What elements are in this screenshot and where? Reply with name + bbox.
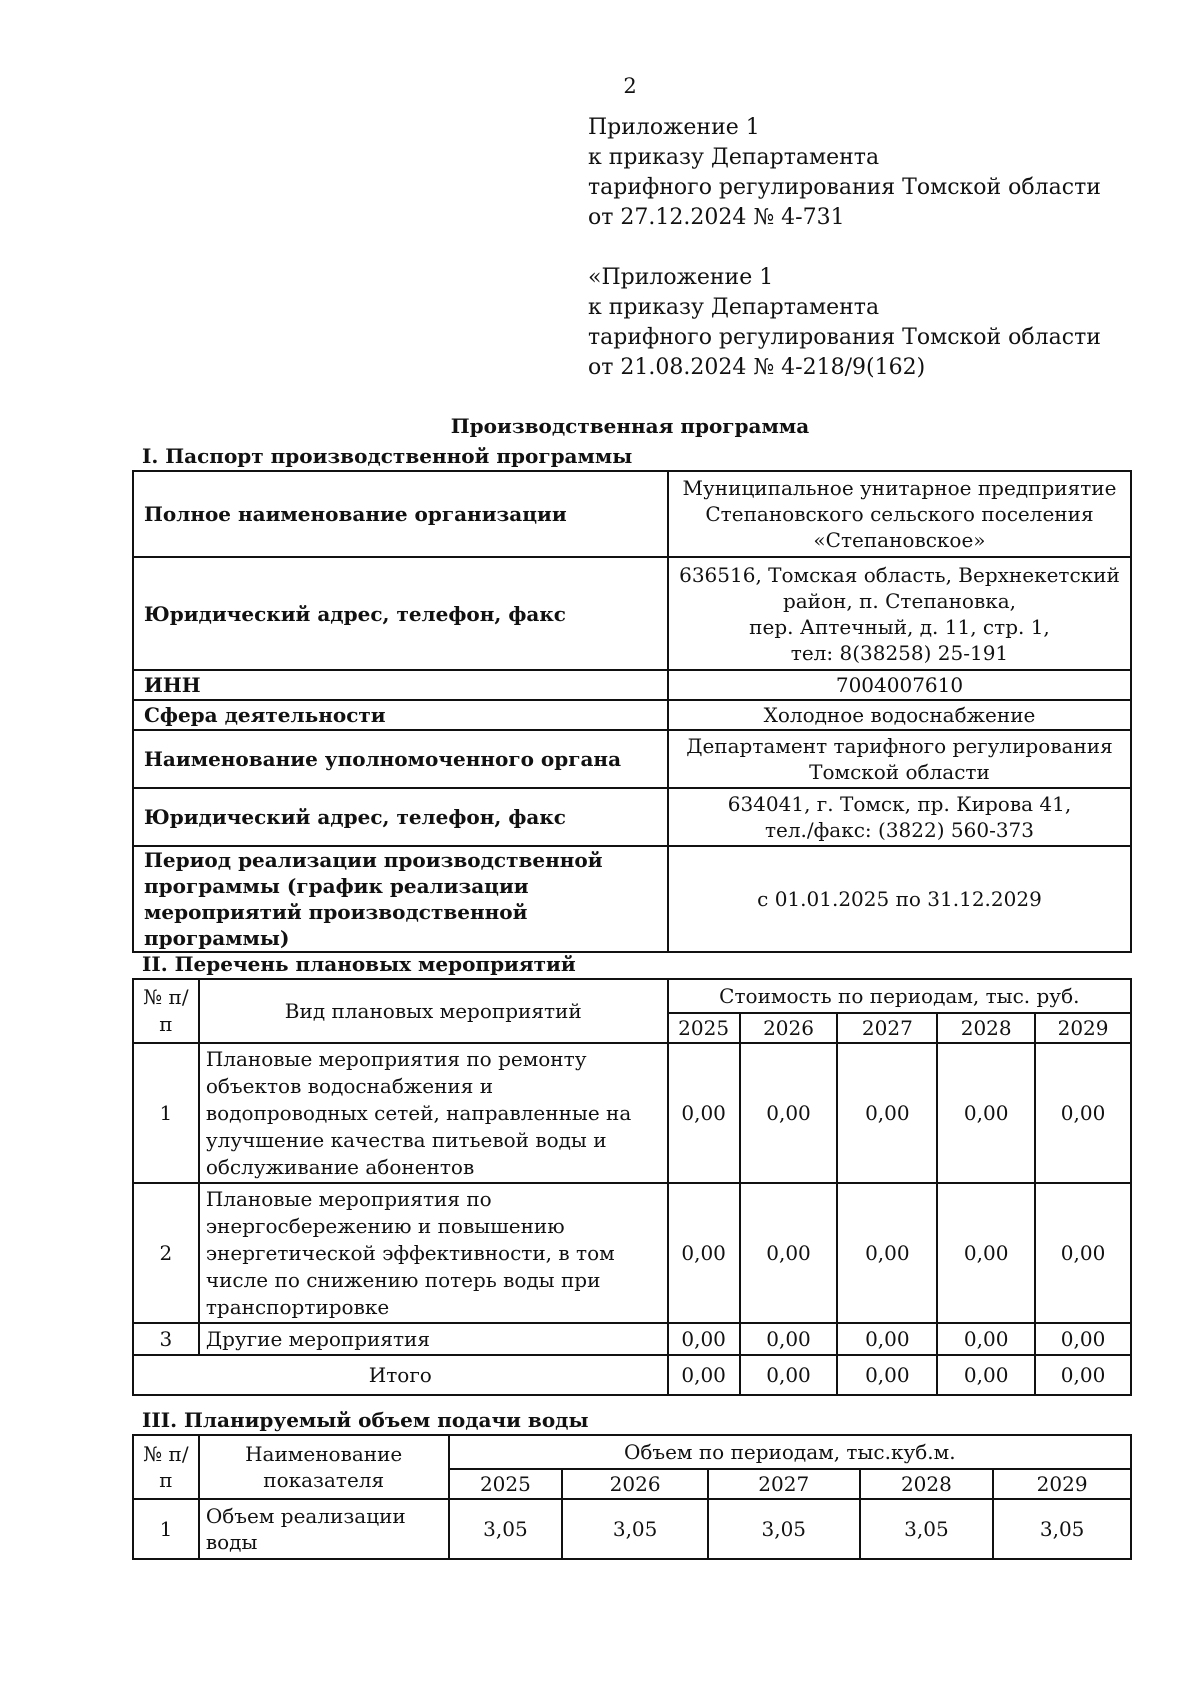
total-label: Итого (133, 1355, 668, 1395)
row-name: Плановые мероприятия по энергосбережению и повышению энергетической эффективности, в том числе по снижению потерь воды при транспортировке (199, 1183, 668, 1323)
table-row (133, 471, 1131, 557)
passport-value: Холодное водоснабжение (668, 700, 1131, 730)
volume-cell: 3,05 (708, 1499, 860, 1559)
row-no: 1 (133, 1499, 199, 1559)
col-header-name: Вид плановых мероприятий (199, 979, 668, 1043)
year-header: 2029 (1035, 1013, 1131, 1043)
cost-cell: 0,00 (937, 1323, 1035, 1355)
passport-table (132, 470, 1132, 953)
year-header: 2028 (937, 1013, 1035, 1043)
table-row (133, 1499, 1131, 1559)
cost-cell: 0,00 (1035, 1183, 1131, 1323)
document-title: Производственная программа (450, 414, 810, 438)
section-1-heading: I. Паспорт производственной программы (142, 444, 633, 468)
table-row (133, 700, 1131, 730)
events-table (132, 978, 1132, 1396)
table-header-row (133, 1435, 1131, 1469)
total-cell: 0,00 (1035, 1355, 1131, 1395)
passport-value (668, 788, 1131, 846)
annex-line: к приказу Департамента (588, 145, 880, 170)
annex-previous (588, 263, 1148, 383)
passport-label: Период реализации производственной программы (график реализации мероприятий производственной программы) (133, 846, 668, 952)
table-row (133, 557, 1131, 670)
table-total-row (133, 1355, 1131, 1395)
passport-label: Сфера деятельности (133, 700, 668, 730)
row-no: 1 (133, 1043, 199, 1183)
value-line: район, п. Степановка, (782, 588, 1016, 613)
cost-cell: 0,00 (740, 1183, 838, 1323)
col-header-name: Наименование показателя (199, 1435, 449, 1499)
annex-line: к приказу Департамента (588, 295, 880, 320)
section-3-heading: III. Планируемый объем подачи воды (142, 1408, 589, 1432)
volume-cell: 3,05 (449, 1499, 563, 1559)
year-header: 2027 (708, 1469, 860, 1499)
row-name: Объем реализации воды (199, 1499, 449, 1559)
total-cell: 0,00 (740, 1355, 838, 1395)
passport-label: Юридический адрес, телефон, факс (133, 557, 668, 670)
total-cell: 0,00 (837, 1355, 937, 1395)
cost-cell: 0,00 (837, 1323, 937, 1355)
passport-label: Наименование уполномоченного органа (133, 730, 668, 788)
year-header: 2026 (740, 1013, 838, 1043)
value-line: пер. Аптечный, д. 11, стр. 1, (749, 614, 1050, 639)
value-line: Муниципальное унитарное предприятие (682, 476, 1117, 500)
cost-cell: 0,00 (668, 1183, 740, 1323)
volume-cell: 3,05 (562, 1499, 708, 1559)
volume-cell: 3,05 (993, 1499, 1131, 1559)
table-row (133, 670, 1131, 700)
cost-cell: 0,00 (668, 1323, 740, 1355)
year-header: 2026 (562, 1469, 708, 1499)
annex-current (588, 113, 1148, 233)
table-header-row (133, 979, 1131, 1013)
annex-line: от 27.12.2024 № 4-731 (588, 205, 845, 230)
col-header-volume: Объем по периодам, тыс.куб.м. (449, 1435, 1131, 1469)
cost-cell: 0,00 (740, 1323, 838, 1355)
col-header-no: № п/п (133, 1435, 199, 1499)
annex-line: от 21.08.2024 № 4-218/9(162) (588, 355, 926, 380)
year-header: 2027 (837, 1013, 937, 1043)
volume-table (132, 1434, 1132, 1560)
table-row (133, 1043, 1131, 1183)
passport-label: Полное наименование организации (133, 471, 668, 557)
table-row (133, 846, 1131, 952)
row-no: 2 (133, 1183, 199, 1323)
passport-value (668, 730, 1131, 788)
value-line: Томской области (809, 760, 990, 784)
year-header: 2029 (993, 1469, 1131, 1499)
table-row (133, 1323, 1131, 1355)
cost-cell: 0,00 (1035, 1043, 1131, 1183)
value-line: 636516, Томская область, Верхнекетский (679, 562, 1120, 587)
passport-value (668, 471, 1131, 557)
cost-cell: 0,00 (937, 1043, 1035, 1183)
cost-cell: 0,00 (740, 1043, 838, 1183)
cost-cell: 0,00 (937, 1183, 1035, 1323)
annex-line: тарифного регулирования Томской области (588, 325, 1101, 350)
year-header: 2028 (860, 1469, 994, 1499)
value-line: Степановского сельского поселения (705, 502, 1094, 526)
cost-cell: 0,00 (837, 1183, 937, 1323)
table-row (133, 788, 1131, 846)
year-header: 2025 (668, 1013, 740, 1043)
page-number: 2 (623, 74, 637, 98)
passport-label: ИНН (133, 670, 668, 700)
table-row (133, 730, 1131, 788)
row-name: Плановые мероприятия по ремонту объектов водоснабжения и водопроводных сетей, направленные на улучшение качества питьевой воды и обслуживание абонентов (199, 1043, 668, 1183)
cost-cell: 0,00 (1035, 1323, 1131, 1355)
row-no: 3 (133, 1323, 199, 1355)
volume-cell: 3,05 (860, 1499, 994, 1559)
cost-cell: 0,00 (668, 1043, 740, 1183)
value-line: тел: 8(38258) 25-191 (790, 640, 1009, 665)
passport-value: с 01.01.2025 по 31.12.2029 (668, 846, 1131, 952)
annex-line: тарифного регулирования Томской области (588, 175, 1101, 200)
total-cell: 0,00 (668, 1355, 740, 1395)
year-header: 2025 (449, 1469, 563, 1499)
value-line: «Степановское» (813, 528, 986, 552)
passport-label: Юридический адрес, телефон, факс (133, 788, 668, 846)
col-header-cost: Стоимость по периодам, тыс. руб. (668, 979, 1131, 1013)
cost-cell: 0,00 (837, 1043, 937, 1183)
passport-value (668, 557, 1131, 670)
row-name: Другие мероприятия (199, 1323, 668, 1355)
annex-line: Приложение 1 (588, 115, 760, 140)
col-header-no: № п/п (133, 979, 199, 1043)
total-cell: 0,00 (937, 1355, 1035, 1395)
value-line: Департамент тарифного регулирования (686, 734, 1113, 758)
annex-line: «Приложение 1 (588, 265, 774, 290)
passport-value: 7004007610 (668, 670, 1131, 700)
value-line: тел./факс: (3822) 560-373 (764, 818, 1034, 842)
table-row (133, 1183, 1131, 1323)
section-2-heading: II. Перечень плановых мероприятий (142, 952, 576, 976)
value-line: 634041, г. Томск, пр. Кирова 41, (727, 792, 1072, 816)
